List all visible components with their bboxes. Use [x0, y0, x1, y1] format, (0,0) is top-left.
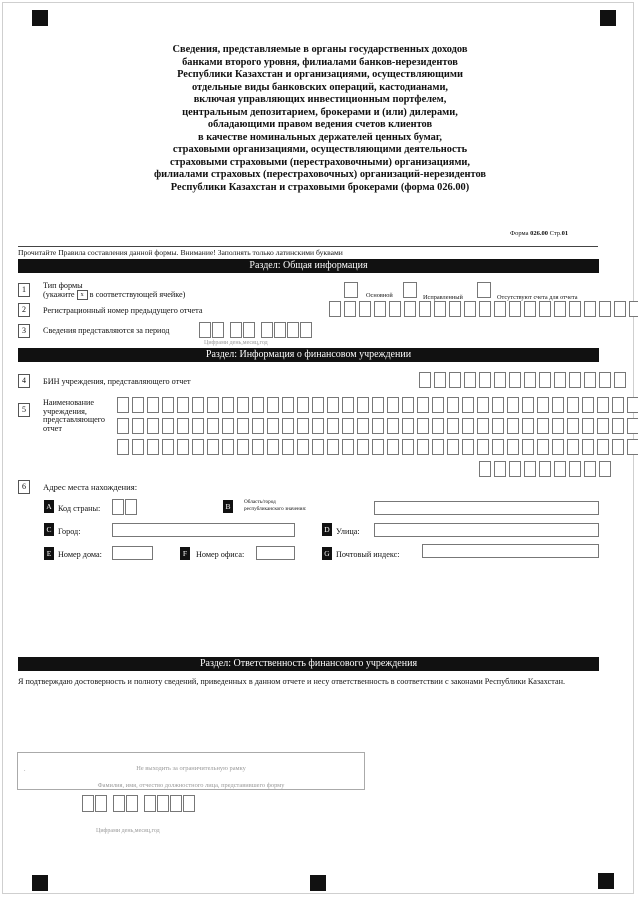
char-cell[interactable]: [222, 439, 234, 455]
letter-c-badge: C: [44, 523, 54, 536]
char-cell[interactable]: [312, 397, 324, 413]
char-cell[interactable]: [447, 418, 459, 434]
registration-marker-bottom-left: [32, 875, 48, 891]
country-code-cell[interactable]: [125, 499, 137, 515]
label-line: представляющего: [43, 415, 106, 425]
char-cell[interactable]: [584, 461, 596, 477]
char-cell[interactable]: [567, 439, 579, 455]
char-cell[interactable]: [147, 418, 159, 434]
char-cell[interactable]: [494, 461, 506, 477]
char-cell[interactable]: [267, 418, 279, 434]
char-cell[interactable]: [477, 418, 489, 434]
date-cell[interactable]: [126, 795, 138, 812]
char-cell[interactable]: [297, 397, 309, 413]
char-cell[interactable]: [584, 301, 596, 317]
mark-example: x: [77, 290, 88, 300]
checkbox-no-accounts[interactable]: [477, 282, 491, 298]
char-cell[interactable]: [612, 439, 624, 455]
char-cell[interactable]: [162, 418, 174, 434]
char-cell[interactable]: [222, 418, 234, 434]
char-cell[interactable]: [357, 397, 369, 413]
char-cell[interactable]: [282, 397, 294, 413]
street-label: Улица:: [336, 527, 360, 536]
char-cell[interactable]: [192, 418, 204, 434]
char-cell[interactable]: [554, 372, 566, 388]
registration-marker-bottom-center: [310, 875, 326, 891]
char-cell[interactable]: [387, 418, 399, 434]
institution-name-label: [43, 399, 105, 433]
char-cell[interactable]: [462, 418, 474, 434]
char-cell[interactable]: [494, 301, 506, 317]
char-cell[interactable]: [162, 439, 174, 455]
title-line: страховыми страховыми (перестраховочными) организациями,: [169, 156, 471, 168]
previous-report-number-cells[interactable]: [329, 301, 638, 317]
char-cell[interactable]: [402, 439, 414, 455]
bin-cells[interactable]: [419, 372, 629, 388]
signature-date-cells[interactable]: [82, 795, 196, 812]
country-code-cells[interactable]: [112, 499, 138, 515]
char-cell[interactable]: [537, 397, 549, 413]
char-cell[interactable]: [357, 439, 369, 455]
char-cell[interactable]: [252, 439, 264, 455]
previous-report-label: Регистрационный номер предыдущего отчета: [43, 306, 203, 315]
char-cell[interactable]: [509, 301, 521, 317]
char-cell[interactable]: [537, 418, 549, 434]
char-cell[interactable]: [312, 418, 324, 434]
responsibility-statement: Я подтверждаю достоверность и полноту сведений, приведенных в данном отчете и несу ответственность в соответствии с законами Республики Казахстан.: [18, 677, 566, 686]
char-cell[interactable]: [569, 372, 581, 388]
char-cell[interactable]: [374, 301, 386, 317]
date-cell[interactable]: [230, 322, 242, 338]
title-line: отдельные виды банковских операций, кастодианами,: [191, 81, 449, 93]
char-cell[interactable]: [404, 301, 416, 317]
char-cell[interactable]: [387, 397, 399, 413]
char-cell[interactable]: [627, 418, 638, 434]
char-cell[interactable]: [597, 397, 609, 413]
row-number: 6: [18, 480, 30, 494]
date-cell[interactable]: [82, 795, 94, 812]
letter-b-badge: B: [223, 500, 233, 513]
char-cell[interactable]: [327, 439, 339, 455]
char-cell[interactable]: [612, 418, 624, 434]
date-cell[interactable]: [157, 795, 169, 812]
char-cell[interactable]: [539, 301, 551, 317]
char-cell[interactable]: [584, 372, 596, 388]
letter-f-badge: F: [180, 547, 190, 560]
char-cell[interactable]: [432, 418, 444, 434]
char-cell[interactable]: [207, 418, 219, 434]
country-code-label: Код страны:: [58, 504, 101, 513]
option-primary-label: Основной: [366, 292, 393, 299]
char-cell[interactable]: [477, 397, 489, 413]
house-number-label: Номер дома:: [58, 550, 102, 559]
char-cell[interactable]: [464, 372, 476, 388]
char-cell[interactable]: [537, 439, 549, 455]
form-type-label-line1: Тип формы: [43, 281, 83, 290]
row-number: 4: [18, 374, 30, 388]
char-cell[interactable]: [507, 397, 519, 413]
checkbox-primary[interactable]: [344, 282, 358, 298]
letter-a-badge: A: [44, 500, 54, 513]
office-number-label: Номер офиса:: [196, 550, 245, 559]
char-cell[interactable]: [117, 397, 129, 413]
letter-g-badge: G: [322, 547, 332, 560]
char-cell[interactable]: [132, 397, 144, 413]
char-cell[interactable]: [419, 301, 431, 317]
date-cell[interactable]: [113, 795, 125, 812]
char-cell[interactable]: [552, 439, 564, 455]
section-general-header: Раздел: Общая информация: [18, 259, 599, 273]
char-cell[interactable]: [447, 397, 459, 413]
char-cell[interactable]: [524, 461, 536, 477]
char-cell[interactable]: [479, 301, 491, 317]
char-cell[interactable]: [282, 439, 294, 455]
institution-name-cells-line3[interactable]: [117, 439, 638, 455]
instructions: Прочитайте Правила составления данной формы. Внимание! Заполнять только латинскими буквами: [18, 246, 598, 257]
char-cell[interactable]: [522, 418, 534, 434]
date-cell[interactable]: [183, 795, 195, 812]
section-responsibility-header: Раздел: Ответственность финансового учреждения: [18, 657, 599, 671]
char-cell[interactable]: [479, 372, 491, 388]
signature-box-caption: Фамилия, имя, отчество должностного лица, представившего форму: [97, 782, 285, 789]
signature-dot: .: [24, 767, 26, 773]
char-cell[interactable]: [522, 397, 534, 413]
title-line: Республики Казахстан и организациями, осуществляющими: [177, 69, 463, 80]
page-number: 01: [561, 230, 569, 237]
char-cell[interactable]: [494, 372, 506, 388]
office-number-input[interactable]: [256, 546, 295, 560]
char-cell[interactable]: [342, 439, 354, 455]
signature-box[interactable]: [17, 752, 365, 790]
page-label: Стр.: [549, 230, 562, 237]
char-cell[interactable]: [237, 397, 249, 413]
char-cell[interactable]: [462, 397, 474, 413]
char-cell[interactable]: [567, 418, 579, 434]
region-label-line2: республиканского значения:: [244, 506, 307, 512]
char-cell[interactable]: [599, 372, 611, 388]
region-label: [244, 499, 306, 513]
char-cell[interactable]: [449, 301, 461, 317]
char-cell[interactable]: [297, 418, 309, 434]
institution-name-cells-line2[interactable]: [117, 418, 638, 434]
institution-name-cells-line4[interactable]: [479, 461, 614, 477]
city-input[interactable]: [112, 523, 295, 537]
title-line: обладающими правом ведения счетов клиентов: [207, 119, 433, 130]
char-cell[interactable]: [387, 439, 399, 455]
option-no-accounts-label: Отсутствуют счета для отчета: [497, 294, 578, 301]
section-institution-header: Раздел: Информация о финансовом учреждении: [18, 348, 599, 362]
char-cell[interactable]: [132, 439, 144, 455]
postal-code-input[interactable]: [422, 544, 599, 558]
title-line: в качестве номинальных держателей ценных бумаг,: [197, 131, 443, 143]
period-hint: Цифрами день,месяц,год: [204, 340, 268, 346]
char-cell[interactable]: [342, 418, 354, 434]
char-cell[interactable]: [282, 418, 294, 434]
date-cell[interactable]: [300, 322, 312, 338]
char-cell[interactable]: [207, 397, 219, 413]
street-input[interactable]: [374, 523, 599, 537]
char-cell[interactable]: [342, 397, 354, 413]
char-cell[interactable]: [432, 397, 444, 413]
char-cell[interactable]: [389, 301, 401, 317]
char-cell[interactable]: [492, 439, 504, 455]
label-line: отчет: [43, 423, 62, 433]
period-label: Сведения представляются за период: [43, 326, 170, 335]
char-cell[interactable]: [492, 397, 504, 413]
char-cell[interactable]: [177, 418, 189, 434]
char-cell[interactable]: [479, 461, 491, 477]
char-cell[interactable]: [267, 397, 279, 413]
option-corrected-label: Исправленный: [423, 294, 463, 301]
char-cell[interactable]: [372, 418, 384, 434]
char-cell[interactable]: [419, 372, 431, 388]
char-cell[interactable]: [357, 418, 369, 434]
registration-marker-bottom-right: [598, 873, 614, 889]
char-cell[interactable]: [372, 439, 384, 455]
row-number: 2: [18, 303, 30, 317]
date-cell[interactable]: [95, 795, 107, 812]
char-cell[interactable]: [597, 439, 609, 455]
label-line: учреждения,: [43, 406, 87, 416]
char-cell[interactable]: [192, 397, 204, 413]
char-cell[interactable]: [569, 461, 581, 477]
checkbox-corrected[interactable]: [403, 282, 417, 298]
char-cell[interactable]: [252, 418, 264, 434]
char-cell[interactable]: [327, 418, 339, 434]
char-cell[interactable]: [629, 301, 638, 317]
region-input[interactable]: [374, 501, 599, 515]
registration-marker-top-right: [600, 10, 616, 26]
char-cell[interactable]: [447, 439, 459, 455]
char-cell[interactable]: [417, 397, 429, 413]
form-type-label: [43, 281, 185, 300]
char-cell[interactable]: [597, 418, 609, 434]
char-cell[interactable]: [207, 439, 219, 455]
char-cell[interactable]: [117, 418, 129, 434]
char-cell[interactable]: [464, 301, 476, 317]
char-cell[interactable]: [462, 439, 474, 455]
signature-date-hint: Цифрами день,месяц,год: [96, 828, 160, 834]
title-line: Сведения, представляемые в органы государственных доходов: [172, 44, 468, 55]
period-date-cells[interactable]: [199, 322, 313, 338]
char-cell[interactable]: [554, 461, 566, 477]
title-line: включая управляющих инвестиционным портфелем,: [193, 94, 447, 105]
title-line: центральным депозитарием, брокерами и (или) дилерами,: [182, 106, 458, 118]
char-cell[interactable]: [162, 397, 174, 413]
title-line: страховыми организациями, осуществляющими деятельность: [172, 144, 468, 155]
char-cell[interactable]: [614, 301, 626, 317]
house-number-input[interactable]: [112, 546, 153, 560]
form-number-code: 026.00: [530, 230, 548, 237]
row-number: 1: [18, 283, 30, 297]
country-code-cell[interactable]: [112, 499, 124, 515]
char-cell[interactable]: [582, 418, 594, 434]
char-cell[interactable]: [552, 418, 564, 434]
char-cell[interactable]: [599, 461, 611, 477]
date-cell[interactable]: [274, 322, 286, 338]
char-cell[interactable]: [509, 461, 521, 477]
char-cell[interactable]: [432, 439, 444, 455]
char-cell[interactable]: [582, 439, 594, 455]
date-cell[interactable]: [170, 795, 182, 812]
char-cell[interactable]: [267, 439, 279, 455]
char-cell[interactable]: [117, 439, 129, 455]
char-cell[interactable]: [147, 397, 159, 413]
bin-label: БИН учреждения, представляющего отчет: [43, 377, 191, 386]
row-number: 3: [18, 324, 30, 338]
date-cell[interactable]: [261, 322, 273, 338]
char-cell[interactable]: [582, 397, 594, 413]
form-type-label-line2: [43, 290, 185, 300]
form-type-hint-b: в соответствующей ячейке): [89, 290, 186, 299]
char-cell[interactable]: [237, 439, 249, 455]
char-cell[interactable]: [327, 397, 339, 413]
char-cell[interactable]: [147, 439, 159, 455]
char-cell[interactable]: [539, 372, 551, 388]
char-cell[interactable]: [507, 439, 519, 455]
char-cell[interactable]: [222, 397, 234, 413]
char-cell[interactable]: [524, 301, 536, 317]
char-cell[interactable]: [312, 439, 324, 455]
title-line: филиалами страховых (перестраховочных) организаций-нерезидентов: [153, 169, 487, 180]
char-cell[interactable]: [599, 301, 611, 317]
form-type-hint-a: (укажите: [43, 290, 75, 299]
char-cell[interactable]: [132, 418, 144, 434]
title-line: Республики Казахстан и страховыми брокерами (форма 026.00): [170, 181, 470, 193]
letter-d-badge: D: [322, 523, 332, 536]
char-cell[interactable]: [524, 372, 536, 388]
date-cell[interactable]: [199, 322, 211, 338]
char-cell[interactable]: [552, 397, 564, 413]
char-cell[interactable]: [449, 372, 461, 388]
char-cell[interactable]: [417, 418, 429, 434]
char-cell[interactable]: [402, 418, 414, 434]
date-cell[interactable]: [144, 795, 156, 812]
letter-e-badge: E: [44, 547, 54, 560]
title-line: банками второго уровня, филиалами банков-нерезидентов: [182, 56, 458, 68]
char-cell[interactable]: [539, 461, 551, 477]
char-cell[interactable]: [569, 301, 581, 317]
char-cell[interactable]: [492, 418, 504, 434]
char-cell[interactable]: [177, 439, 189, 455]
date-cell[interactable]: [212, 322, 224, 338]
char-cell[interactable]: [359, 301, 371, 317]
char-cell[interactable]: [237, 418, 249, 434]
char-cell[interactable]: [344, 301, 356, 317]
char-cell[interactable]: [477, 439, 489, 455]
char-cell[interactable]: [507, 418, 519, 434]
char-cell[interactable]: [434, 372, 446, 388]
form-number-prefix: Форма: [510, 230, 529, 237]
char-cell[interactable]: [509, 372, 521, 388]
region-label-line1: Область/город: [244, 499, 276, 505]
char-cell[interactable]: [434, 301, 446, 317]
char-cell[interactable]: [417, 439, 429, 455]
address-label: Адрес места нахождения:: [43, 482, 138, 492]
char-cell[interactable]: [522, 439, 534, 455]
char-cell[interactable]: [567, 397, 579, 413]
char-cell[interactable]: [297, 439, 309, 455]
postal-code-label: Почтовый индекс:: [336, 550, 400, 559]
row-number: 5: [18, 403, 30, 417]
label-line: Наименование: [43, 398, 95, 407]
date-cell[interactable]: [243, 322, 255, 338]
char-cell[interactable]: [612, 397, 624, 413]
char-cell[interactable]: [627, 397, 638, 413]
date-cell[interactable]: [287, 322, 299, 338]
char-cell[interactable]: [192, 439, 204, 455]
char-cell[interactable]: [372, 397, 384, 413]
signature-box-hint: Не выходить за ограничительную рамку: [136, 765, 246, 772]
form-number: [510, 230, 568, 237]
char-cell[interactable]: [554, 301, 566, 317]
registration-marker-top-left: [32, 10, 48, 26]
char-cell[interactable]: [614, 372, 626, 388]
char-cell[interactable]: [329, 301, 341, 317]
char-cell[interactable]: [402, 397, 414, 413]
city-label: Город:: [58, 527, 81, 536]
institution-name-cells-line1[interactable]: [117, 397, 638, 413]
char-cell[interactable]: [177, 397, 189, 413]
form-title: [60, 44, 580, 194]
char-cell[interactable]: [252, 397, 264, 413]
char-cell[interactable]: [627, 439, 638, 455]
